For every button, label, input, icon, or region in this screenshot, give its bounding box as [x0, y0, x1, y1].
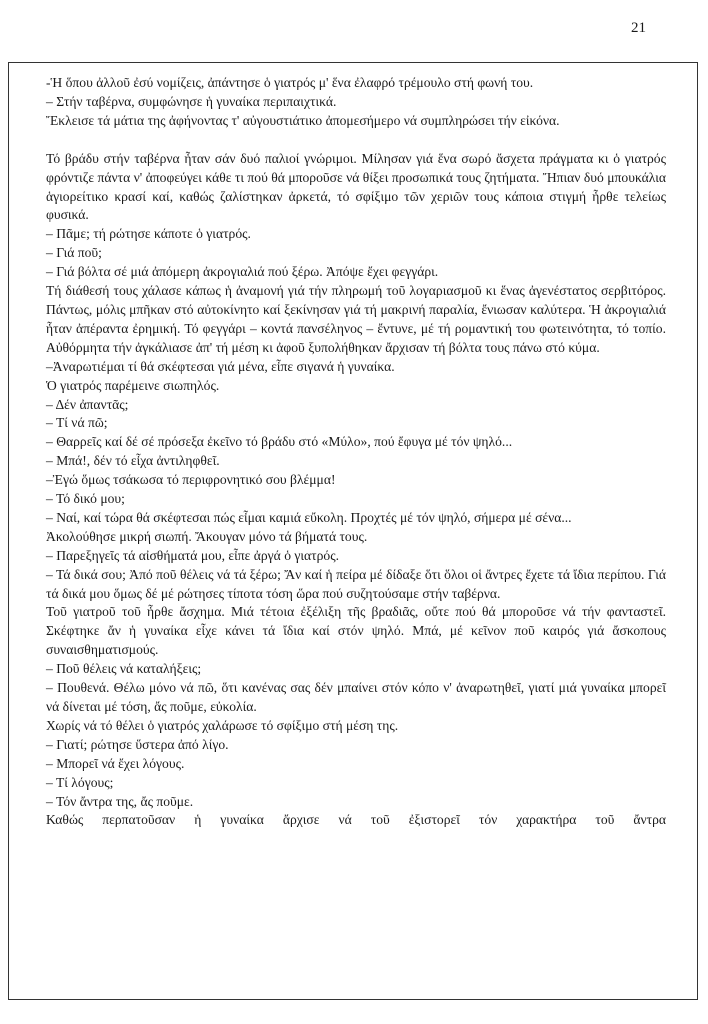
- paragraph: Καθώς περπατοῦσαν ἡ γυναίκα ἄρχισε νά τοῦ ἐξιστορεῖ τόν χαρακτήρα τοῦ ἄντρα: [46, 812, 666, 828]
- paragraph: – Στήν ταβέρνα, συμφώνησε ἡ γυναίκα περιπαιχτικά.: [46, 93, 337, 109]
- paragraph: Ἀκολούθησε μικρή σιωπή. Ἄκουγαν μόνο τά βήματά τους.: [46, 528, 368, 544]
- paragraph: – Πουθενά. Θέλω μόνο νά πῶ, ὅτι κανένας σας δέν μπαίνει στόν κόπο ν' ἀναρωτηθεῖ, γιατί μιά γυναίκα μπορεῖ νά δίνεται μέ τόση, ἄς ποῦμε, εὐκολία.: [46, 680, 666, 714]
- paragraph: – Γιά βόλτα σέ μιά ἀπόμερη ἀκρογιαλιά πού ξέρω. Ἀπόψε ἔχει φεγγάρι.: [46, 264, 439, 280]
- paragraph: – Τό δικό μου;: [46, 491, 125, 507]
- paragraph: –Ἀναρωτιέμαι τί θά σκέφτεσαι γιά μένα, εἶπε σιγανά ἡ γυναίκα.: [46, 358, 395, 374]
- paragraph: – Τόν ἄντρα της, ἄς ποῦμε.: [46, 793, 194, 809]
- paragraph: – Ποῦ θέλεις νά καταλήξεις;: [46, 661, 202, 677]
- paragraph: -Ἡ ὅπου ἀλλοῦ ἐσύ νομίζεις, ἀπάντησε ὁ γιατρός μ' ἕνα ἐλαφρό τρέμουλο στή φωνή του.: [46, 75, 534, 90]
- paragraph: Τοῦ γιατροῦ τοῦ ἦρθε ἄσχημα. Μιά τέτοια ἐξέλιξη τῆς βραδιᾶς, οὔτε πού θά μποροῦσε νά τήν φανταστεῖ. Σκέφτηκε ἄν ἡ γυναίκα εἶχε κάνει τά ἴδια καί στόν ψηλό. Μπά, μέ κεῖνον ποῦ καιρός γιά ἄσκοπους συναισθηματισμούς.: [46, 604, 666, 658]
- paragraph: – Δέν ἀπαντᾶς;: [46, 396, 129, 412]
- paragraph: – Τί λόγους;: [46, 774, 114, 790]
- paragraph: Τό βράδυ στήν ταβέρνα ἦταν σάν δυό παλιοί γνώριμοι. Μίλησαν γιά ἕνα σωρό ἄσχετα πράγματα κι ὁ γιατρός φρόντιζε πάντα ν' ἀποφεύγει κάθε τι πού θά μποροῦσε νά θίξει προσωπικά τους ζητήματα. Ἤπιαν δυό μπουκάλια ἁγιορείτικο κρασί καί, καθώς ζαλίστηκαν ἀρκετά, τό σφίξιμο τῶν χεριῶν τους κάποια στιγμή ἦρθε τελείως φυσικά.: [46, 150, 666, 223]
- paragraph: – Μπορεῖ νά ἔχει λόγους.: [46, 755, 185, 771]
- paragraph: – Τά δικά σου; Ἀπό ποῦ θέλεις νά τά ξέρω; Ἄν καί ἡ πείρα μέ δίδαξε ὅτι ὅλοι οἱ ἄντρες ἔχετε τά ἴδια περίπου. Γιά τά δικά μου ὅμως δέ μέ ρώτησες τίποτα τόση ὥρα πού συζητούσαμε στήν ταβέρνα.: [46, 566, 666, 601]
- paragraph: – Πᾶμε; τή ρώτησε κάποτε ὁ γιατρός.: [46, 226, 251, 242]
- paragraph: Ὁ γιατρός παρέμεινε σιωπηλός.: [46, 377, 220, 393]
- paragraph: Τή διάθεσή τους χάλασε κάπως ἡ ἀναμονή γιά τήν πληρωμή τοῦ λογαριασμοῦ κι ἕνας ἀγενέστατος σερβιτόρος. Πάντως, μόλις μπῆκαν στό αὐτοκίνητο καί ξεκίνησαν γιά τή μακρινή παραλία, ἔνιωσαν καλύτερα. Ἡ ἀκρογιαλιά ἦταν ἀπέραντα ἐρημική. Τό φεγγάρι – κοντά πανσέληνος – ἔντυνε, μέ τή ρομαντική του φωτεινότητα, τό τοπίο. Αὐθόρμητα τήν ἀγκάλιασε ἀπ' τή μέση κι ἀφοῦ ξυπολήθηκαν ἄρχισαν τή βόλτα τους πάνω στό κύμα.: [46, 283, 666, 355]
- paragraph: – Τί νά πῶ;: [46, 415, 108, 431]
- body-text: [46, 74, 666, 830]
- paragraph: – Θαρρεῖς καί δέ σέ πρόσεξα ἐκεῖνο τό βράδυ στό «Μύλο», πού ἔφυγα μέ τόν ψηλό...: [46, 434, 513, 450]
- paragraph: Χωρίς νά τό θέλει ὁ γιατρός χαλάρωσε τό σφίξιμο στή μέση της.: [46, 717, 399, 733]
- paragraph: – Γιά ποῦ;: [46, 245, 102, 261]
- paragraph-gap: [46, 131, 666, 150]
- paragraph: Ἔκλεισε τά μάτια της ἀφήνοντας τ' αὐγουστιάτικο ἀπομεσήμερο νά συμπληρώσει τήν εἰκόνα.: [46, 112, 560, 128]
- paragraph: – Παρεξηγεῖς τά αἰσθήματά μου, εἶπε ἀργά ὁ γιατρός.: [46, 547, 340, 563]
- page-number: 21: [631, 20, 646, 36]
- paragraph: – Γιατί; ρώτησε ὕστερα ἀπό λίγο.: [46, 736, 229, 752]
- paragraph: – Ναί, καί τώρα θά σκέφτεσαι πώς εἶμαι καμιά εὔκολη. Προχτές μέ τόν ψηλό, σήμερα μέ σένα...: [46, 509, 572, 525]
- paragraph: – Μπά!, δέν τό εἶχα ἀντιληφθεῖ.: [46, 453, 220, 469]
- paragraph: –Ἐγώ ὅμως τσάκωσα τό περιφρονητικό σου βλέμμα!: [46, 472, 336, 488]
